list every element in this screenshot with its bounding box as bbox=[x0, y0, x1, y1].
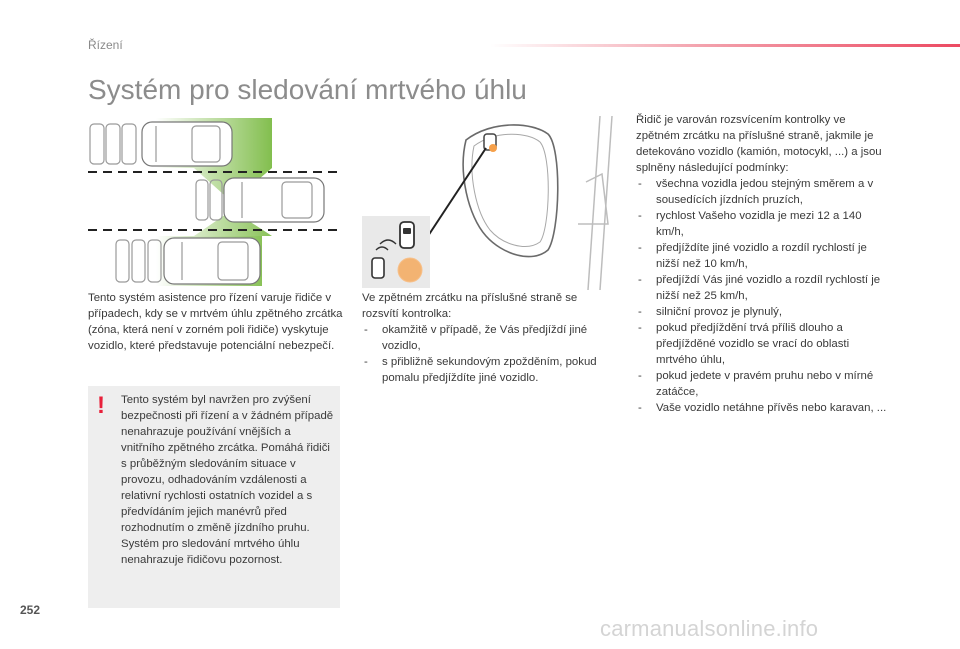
mirror-list bbox=[362, 322, 617, 386]
list-item: - okamžitě v případě, že Vás předjíždí jiné vozidlo, bbox=[362, 322, 617, 354]
section-label: Řízení bbox=[88, 38, 123, 52]
watermark: carmanualsonline.info bbox=[600, 616, 819, 641]
list-item: - pokud předjíždění trvá příliš dlouho a předjížděné vozidlo se vrací do oblasti mrtvého úhlu, bbox=[636, 320, 890, 368]
car-upper-lane bbox=[90, 122, 232, 166]
intro-paragraph bbox=[88, 290, 343, 354]
conditions-section bbox=[636, 112, 890, 416]
list-item: - rychlost Vašeho vozidla je mezi 12 a 140 km/h, bbox=[636, 208, 890, 240]
page-title: Systém pro sledování mrtvého úhlu bbox=[88, 74, 527, 105]
list-item: - předjíždí Vás jiné vozidlo a rozdíl rychlostí je nižší než 25 km/h, bbox=[636, 272, 890, 304]
page-number: 252 bbox=[20, 603, 41, 617]
intro-text: Tento systém asistence pro řízení varuje řidiče v případech, kdy se v mrtvém úhlu zpětného zrcátka (zóna, která není v zorném poli řidiče) vyskytuje vozidlo, které představuje potenciální nebezpečí. bbox=[88, 292, 343, 352]
mirror-indicator-illustration bbox=[362, 112, 620, 290]
warning-box bbox=[88, 386, 340, 608]
list-item: - všechna vozidla jedou stejným směrem a v sousedících jízdních pruzích, bbox=[636, 176, 890, 208]
conditions-list bbox=[636, 176, 890, 416]
list-item: - předjíždíte jiné vozidlo a rozdíl rychlostí je nižší než 10 km/h, bbox=[636, 240, 890, 272]
header-rule bbox=[490, 44, 960, 47]
mirror-description bbox=[362, 290, 617, 386]
car-lower-lane bbox=[116, 238, 260, 284]
conditions-intro: Řidič je varován rozsvícením kontrolky ve zpětném zrcátku na příslušné straně, jakmile je detekováno vozidlo (kamión, motocykl, ...) a jsou splněny následující podmínky: bbox=[636, 114, 882, 174]
list-item: - Vaše vozidlo netáhne přívěs nebo karavan, ... bbox=[636, 400, 890, 416]
mirror-intro: Ve zpětném zrcátku na příslušné straně se rozsvítí kontrolka: bbox=[362, 292, 578, 320]
warning-text: Tento systém byl navržen pro zvýšení bezpečnosti při řízení a v žádném případě nenahrazuje používání vnějších a vnitřního zpětného zrcátka. Pomáhá řidiči s průběžným sledováním situace v provozu, odhadováním vzdálenosti a relativní rychlosti ostatních vozidel a s předvídáním jejich manévrů před rozhodnutím o změně jízdního pruhu. Systém pro sledování mrtvého úhlu nenahrazuje řidičovu pozornost. bbox=[121, 394, 334, 566]
exclamation-icon: ! bbox=[97, 392, 105, 419]
list-item: - silniční provoz je plynulý, bbox=[636, 304, 890, 320]
list-item: - s přibližně sekundovým zpožděním, pokud pomalu předjíždíte jiné vozidlo. bbox=[362, 354, 617, 386]
blind-spot-lanes-illustration bbox=[86, 112, 342, 292]
side-mirror bbox=[463, 125, 558, 257]
list-item: - pokud jedete v pravém pruhu nebo v mírné zatáčce, bbox=[636, 368, 890, 400]
